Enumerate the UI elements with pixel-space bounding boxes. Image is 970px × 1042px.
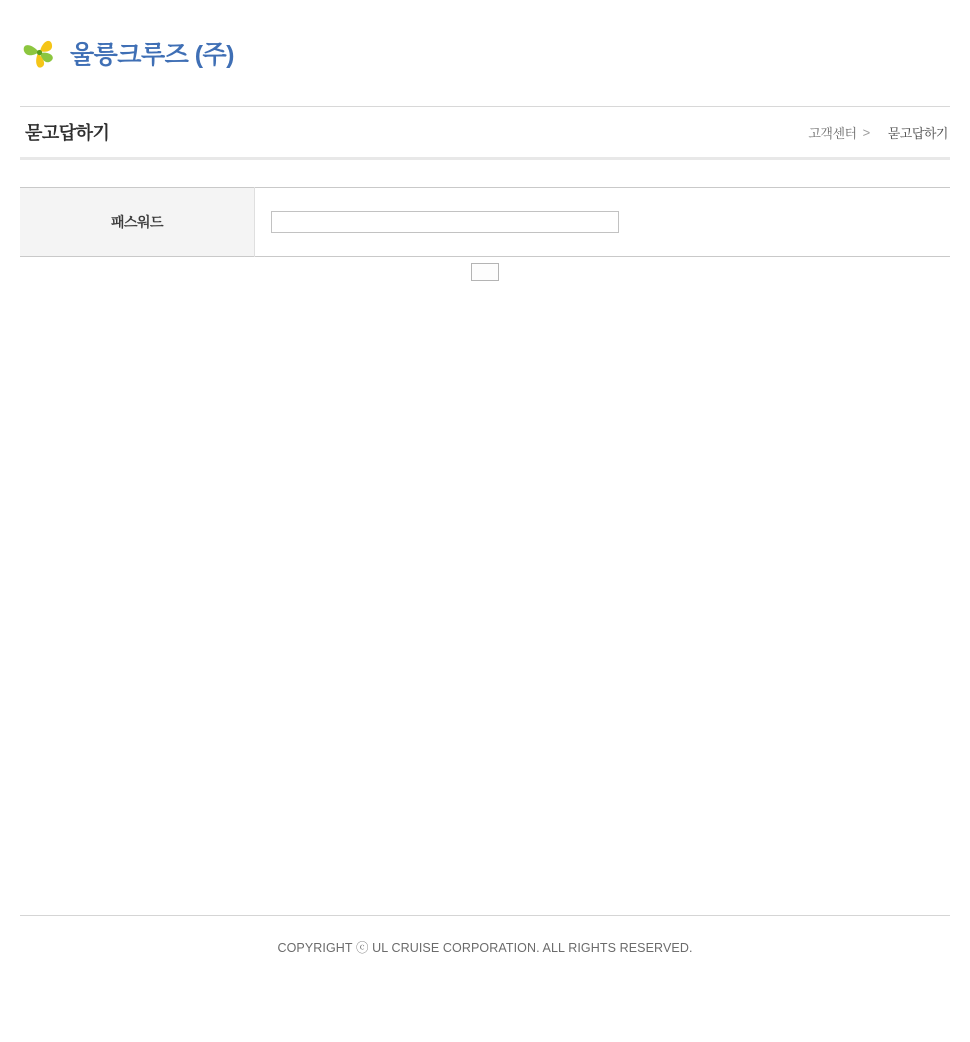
password-field-cell bbox=[255, 188, 951, 257]
breadcrumb-item-root[interactable]: 고객센터 bbox=[808, 125, 857, 141]
breadcrumb-separator-icon: > bbox=[862, 124, 870, 140]
site-logo[interactable] bbox=[20, 33, 234, 73]
password-form-table bbox=[20, 187, 950, 257]
table-row bbox=[20, 188, 950, 257]
site-footer bbox=[20, 915, 950, 956]
page-title: 묻고답하기 bbox=[25, 123, 110, 143]
page-titlebar bbox=[20, 106, 950, 160]
breadcrumb bbox=[808, 123, 950, 142]
site-logo-text bbox=[70, 35, 234, 71]
breadcrumb-item-current: 묻고답하기 bbox=[887, 125, 948, 141]
flower-pinwheel-icon bbox=[20, 33, 60, 73]
main-content bbox=[20, 187, 950, 281]
logo-text-main: 울릉크루즈 bbox=[70, 41, 189, 69]
submit-button[interactable] bbox=[471, 263, 499, 281]
site-header bbox=[0, 0, 970, 106]
password-input[interactable] bbox=[271, 211, 619, 233]
copyright-text: COPYRIGHT ⓒ UL CRUISE CORPORATION. ALL RIGHTS RESERVED. bbox=[277, 941, 693, 955]
form-button-row bbox=[20, 263, 950, 281]
password-label: 패스워드 bbox=[20, 188, 255, 257]
logo-text-suffix: (주) bbox=[188, 41, 235, 69]
